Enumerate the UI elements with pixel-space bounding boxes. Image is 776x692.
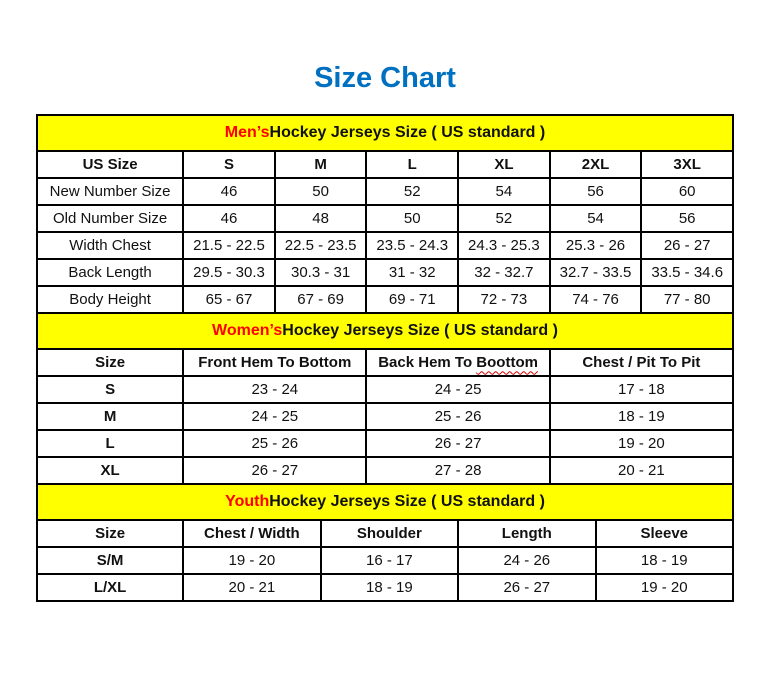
size-value-cell: 26 - 27 xyxy=(366,430,549,457)
column-header: Chest / Width xyxy=(183,520,320,547)
section-header-youth-highlight: Youth xyxy=(225,493,270,511)
row-label: S xyxy=(37,376,183,403)
section-header-youth xyxy=(36,483,734,521)
size-value-cell: 18 - 19 xyxy=(550,403,733,430)
column-header: L xyxy=(366,151,458,178)
row-label: S/M xyxy=(37,547,183,574)
size-value-cell: 30.3 - 31 xyxy=(275,259,367,286)
size-value-cell: 50 xyxy=(366,205,458,232)
column-header: Size xyxy=(37,349,183,376)
section-header-mens-rest: Hockey Jerseys Size ( US standard ) xyxy=(269,124,546,142)
size-value-cell: 74 - 76 xyxy=(550,286,642,313)
section-header-womens-highlight: Women’s xyxy=(212,322,283,340)
size-value-cell: 18 - 19 xyxy=(596,547,733,574)
size-value-cell: 65 - 67 xyxy=(183,286,275,313)
page-title: Size Chart xyxy=(314,62,456,94)
table-row xyxy=(37,259,733,286)
table-row xyxy=(37,232,733,259)
size-value-cell: 31 - 32 xyxy=(366,259,458,286)
section-mens xyxy=(36,114,734,314)
size-value-cell: 77 - 80 xyxy=(641,286,733,313)
section-womens xyxy=(36,312,734,485)
size-value-cell: 21.5 - 22.5 xyxy=(183,232,275,259)
size-value-cell: 69 - 71 xyxy=(366,286,458,313)
size-value-cell: 23 - 24 xyxy=(183,376,366,403)
size-value-cell: 56 xyxy=(641,205,733,232)
column-header xyxy=(366,349,549,376)
size-value-cell: 27 - 28 xyxy=(366,457,549,484)
row-label: XL xyxy=(37,457,183,484)
column-header: Chest / Pit To Pit xyxy=(550,349,733,376)
youth-size-table xyxy=(36,519,734,602)
column-header: M xyxy=(275,151,367,178)
size-value-cell: 24.3 - 25.3 xyxy=(458,232,550,259)
size-value-cell: 18 - 19 xyxy=(321,574,458,601)
row-label: Width Chest xyxy=(37,232,183,259)
table-row xyxy=(37,205,733,232)
size-value-cell: 17 - 18 xyxy=(550,376,733,403)
column-header: XL xyxy=(458,151,550,178)
table-row xyxy=(37,430,733,457)
size-value-cell: 72 - 73 xyxy=(458,286,550,313)
column-header: Length xyxy=(458,520,595,547)
column-header-row xyxy=(37,151,733,178)
row-label: L/XL xyxy=(37,574,183,601)
size-value-cell: 25 - 26 xyxy=(183,430,366,457)
column-header-text: Back Hem To xyxy=(378,354,477,372)
size-value-cell: 32.7 - 33.5 xyxy=(550,259,642,286)
womens-size-table xyxy=(36,348,734,485)
size-value-cell: 25.3 - 26 xyxy=(550,232,642,259)
column-header: 3XL xyxy=(641,151,733,178)
size-value-cell: 33.5 - 34.6 xyxy=(641,259,733,286)
section-header-mens-highlight: Men’s xyxy=(224,124,270,142)
size-value-cell: 24 - 25 xyxy=(366,376,549,403)
size-value-cell: 19 - 20 xyxy=(596,574,733,601)
size-value-cell: 19 - 20 xyxy=(550,430,733,457)
size-value-cell: 20 - 21 xyxy=(550,457,733,484)
table-row xyxy=(37,457,733,484)
table-row xyxy=(37,574,733,601)
size-value-cell: 22.5 - 23.5 xyxy=(275,232,367,259)
row-label: L xyxy=(37,430,183,457)
row-label: Body Height xyxy=(37,286,183,313)
row-label: Old Number Size xyxy=(37,205,183,232)
size-value-cell: 56 xyxy=(550,178,642,205)
size-value-cell: 52 xyxy=(458,205,550,232)
size-value-cell: 60 xyxy=(641,178,733,205)
size-value-cell: 24 - 26 xyxy=(458,547,595,574)
table-row xyxy=(37,403,733,430)
misspelled-word: Boottom xyxy=(476,354,538,372)
size-value-cell: 46 xyxy=(183,178,275,205)
column-header: 2XL xyxy=(550,151,642,178)
row-label: Back Length xyxy=(37,259,183,286)
size-value-cell: 25 - 26 xyxy=(366,403,549,430)
size-value-cell: 20 - 21 xyxy=(183,574,320,601)
column-header: Sleeve xyxy=(596,520,733,547)
size-value-cell: 26 - 27 xyxy=(458,574,595,601)
column-header: US Size xyxy=(37,151,183,178)
row-label: New Number Size xyxy=(37,178,183,205)
column-header-row xyxy=(37,349,733,376)
column-header: Size xyxy=(37,520,183,547)
section-header-womens-rest: Hockey Jerseys Size ( US standard ) xyxy=(282,322,558,340)
size-chart-page xyxy=(36,0,734,602)
size-value-cell: 32 - 32.7 xyxy=(458,259,550,286)
column-header: Front Hem To Bottom xyxy=(183,349,366,376)
size-value-cell: 50 xyxy=(275,178,367,205)
size-value-cell: 23.5 - 24.3 xyxy=(366,232,458,259)
column-header-row xyxy=(37,520,733,547)
section-youth xyxy=(36,483,734,602)
section-header-womens xyxy=(36,312,734,350)
size-value-cell: 19 - 20 xyxy=(183,547,320,574)
size-value-cell: 67 - 69 xyxy=(275,286,367,313)
size-value-cell: 54 xyxy=(550,205,642,232)
table-row xyxy=(37,547,733,574)
size-value-cell: 46 xyxy=(183,205,275,232)
size-value-cell: 26 - 27 xyxy=(641,232,733,259)
mens-size-table xyxy=(36,150,734,314)
table-row xyxy=(37,286,733,313)
table-row xyxy=(37,376,733,403)
section-header-mens xyxy=(36,114,734,152)
section-header-youth-rest: Hockey Jerseys Size ( US standard ) xyxy=(269,493,545,511)
column-header: Shoulder xyxy=(321,520,458,547)
size-value-cell: 24 - 25 xyxy=(183,403,366,430)
size-value-cell: 48 xyxy=(275,205,367,232)
size-value-cell: 54 xyxy=(458,178,550,205)
table-row xyxy=(37,178,733,205)
size-value-cell: 52 xyxy=(366,178,458,205)
row-label: M xyxy=(37,403,183,430)
size-value-cell: 29.5 - 30.3 xyxy=(183,259,275,286)
size-value-cell: 26 - 27 xyxy=(183,457,366,484)
size-value-cell: 16 - 17 xyxy=(321,547,458,574)
column-header: S xyxy=(183,151,275,178)
